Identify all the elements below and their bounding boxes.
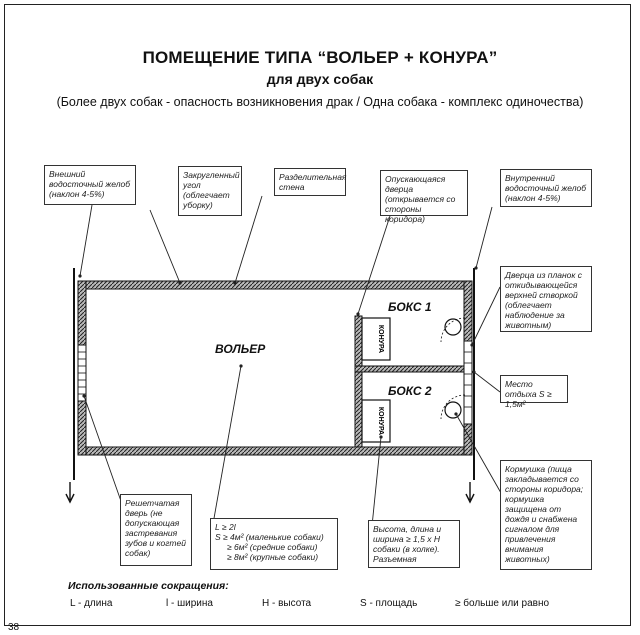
kennel-label-2: КОНУРА xyxy=(377,406,384,436)
page-number: 38 xyxy=(8,622,20,633)
diagram-subtitle: (Более двух собак - опасность возникновения драк / Одна собака - комплекс одиночества) xyxy=(56,95,584,109)
plank-door xyxy=(464,341,472,424)
abbr-length: L - длина xyxy=(70,598,113,609)
note-height: Высота, длина и ширина ≥ 1,5 x Н собаки (в холке). Разъемная xyxy=(368,520,460,568)
note-rounded-corner: Закругленный угол (облегчает уборку) xyxy=(178,166,242,216)
feeder-2 xyxy=(445,402,461,418)
divider-wall-horizontal xyxy=(355,366,464,372)
wall-right-top xyxy=(464,281,472,341)
note-area-line2: S ≥ 4м² (маленькие собаки) xyxy=(215,532,324,542)
note-area-line4: ≥ 8м² (крупные собаки) xyxy=(227,552,319,562)
leader-lines xyxy=(80,196,505,526)
kennel-box-1 xyxy=(362,318,390,360)
diagram-title-line2: для двух собак xyxy=(266,71,374,87)
note-plank-door: Дверца из планок с откидывающейся верхней створкой (облегчает наблюдение за животным) xyxy=(500,266,592,332)
kennel-box-2 xyxy=(362,400,390,442)
kennel-label-1: КОНУРА xyxy=(377,324,384,354)
box1-label: БОКС 1 xyxy=(388,300,432,314)
note-area-line1: L ≥ 2l xyxy=(215,522,236,532)
abbreviations-title: Использованные сокращения: xyxy=(68,580,229,592)
volier-label: ВОЛЬЕР xyxy=(215,342,266,356)
note-divider-wall: Разделительная стена xyxy=(274,168,346,196)
divider-wall-vertical xyxy=(355,316,362,447)
drain-arrow-right xyxy=(466,482,474,502)
abbr-gte: ≥ больше или равно xyxy=(455,598,550,609)
note-lattice-door: Решетчатая дверь (не допускающая застревания зубов и когтей собак) xyxy=(120,494,192,566)
diagram-title: ПОМЕЩЕНИЕ ТИПА “ВОЛЬЕР + КОНУРА” xyxy=(142,48,498,67)
note-drop-door: Опускающаяся дверца (открывается со стороны коридора) xyxy=(380,170,468,216)
note-feeder: Кормушка (пища закладывается со стороны коридора; кормушка защищена от дождя и снабжена сигналом для привлечения внимания животных) xyxy=(500,460,592,570)
note-outer-gutter: Внешний водосточный желоб (наклон 4-5%) xyxy=(44,165,136,205)
abbr-area: S - площадь xyxy=(360,598,418,609)
abbr-width: l - ширина xyxy=(166,598,213,609)
note-area-line3: ≥ 6м² (средние собаки) xyxy=(227,542,318,552)
note-area xyxy=(210,518,338,570)
wall-top xyxy=(78,281,472,289)
drain-arrow-left xyxy=(66,482,74,502)
abbr-height: H - высота xyxy=(262,598,312,609)
note-rest-place: Место отдыха S ≥ 1,5м² xyxy=(500,375,568,403)
note-inner-gutter: Внутренний водосточный желоб (наклон 4-5%) xyxy=(500,169,592,207)
wall-bottom xyxy=(78,447,472,455)
box2-label: БОКС 2 xyxy=(388,384,432,398)
